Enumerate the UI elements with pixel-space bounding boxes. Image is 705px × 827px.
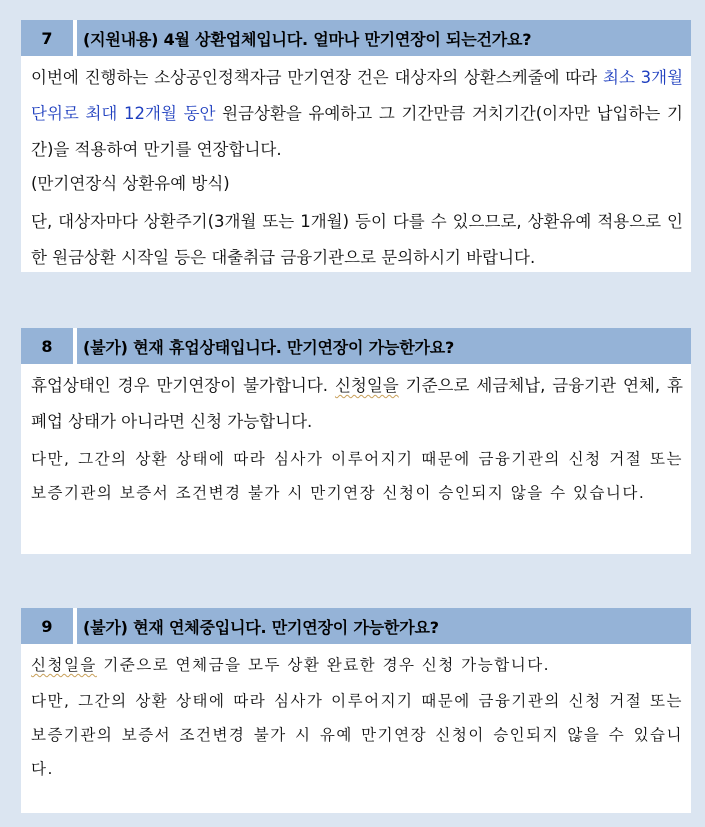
answer-text: 원금상환을 유예하고 그 기간만큼 거치기간(이자만 납입하는 기간)을 적용하여 만기를 연장합니다. [31, 104, 683, 159]
answer-paragraph: 다만, 그간의 상환 상태에 따라 심사가 이루어지기 때문에 금융기관의 신청 거절 또는 보증기관의 보증서 조건변경 불가 시 만기연장 신청이 승인되지 않을 수 있습니다. [31, 450, 683, 502]
answer-paragraph [31, 60, 683, 168]
answer-paragraph [31, 648, 683, 682]
faq-card-8 [21, 328, 691, 554]
faq-question: (불가) 현재 연체중입니다. 만기연장이 가능한가요? [77, 608, 691, 644]
spellcheck-word: 신청일을 [31, 656, 97, 674]
answer-paragraph: 단, 대상자마다 상환주기(3개월 또는 1개월) 등이 다를 수 있으므로, 상환유예 적용으로 인한 원금상환 시작일 등은 대출취급 금융기관으로 문의하시기 바랍니다. [31, 212, 683, 267]
answer-paragraph: (만기연장식 상환유예 방식) [31, 174, 230, 193]
answer-text: 기준으로 연체금을 모두 상환 완료한 경우 신청 가능합니다. [96, 656, 551, 674]
faq-section-8 [5, 308, 703, 573]
answer-text: 휴업상태인 경우 만기연장이 불가합니다. [31, 376, 335, 395]
faq-section-9 [5, 588, 703, 827]
faq-section-7 [5, 0, 703, 293]
answer-highlight: 최소 3개월 단위로 최대 12개월 동안 [31, 68, 684, 123]
faq-header-8 [21, 328, 691, 364]
faq-answer-8 [21, 364, 691, 510]
faq-answer-9 [21, 644, 691, 786]
faq-number: 8 [21, 328, 73, 364]
faq-question: (지원내용) 4월 상환업체입니다. 얼마나 만기연장이 되는건가요? [77, 20, 691, 56]
answer-text: 이번에 진행하는 소상공인정책자금 만기연장 건은 대상자의 상환스케줄에 따라 [31, 68, 603, 87]
answer-text: 기준으로 세금체납, 금융기관 연체, 휴폐업 상태가 아니라면 신청 가능합니다. [31, 376, 683, 431]
faq-question: (불가) 현재 휴업상태입니다. 만기연장이 가능한가요? [77, 328, 691, 364]
answer-paragraph [31, 368, 683, 440]
faq-header-9 [21, 608, 691, 644]
faq-header-7 [21, 20, 691, 56]
faq-card-7 [21, 20, 691, 272]
spellcheck-word: 신청일을 [334, 376, 399, 395]
answer-paragraph: 다만, 그간의 상환 상태에 따라 심사가 이루어지기 때문에 금융기관의 신청 거절 또는 보증기관의 보증서 조건변경 불가 시 유예 만기연장 신청이 승인되지 않을 수 있습니다. [31, 692, 683, 778]
faq-number: 7 [21, 20, 73, 56]
faq-answer-7 [21, 56, 691, 276]
faq-number: 9 [21, 608, 73, 644]
faq-card-9 [21, 608, 691, 813]
